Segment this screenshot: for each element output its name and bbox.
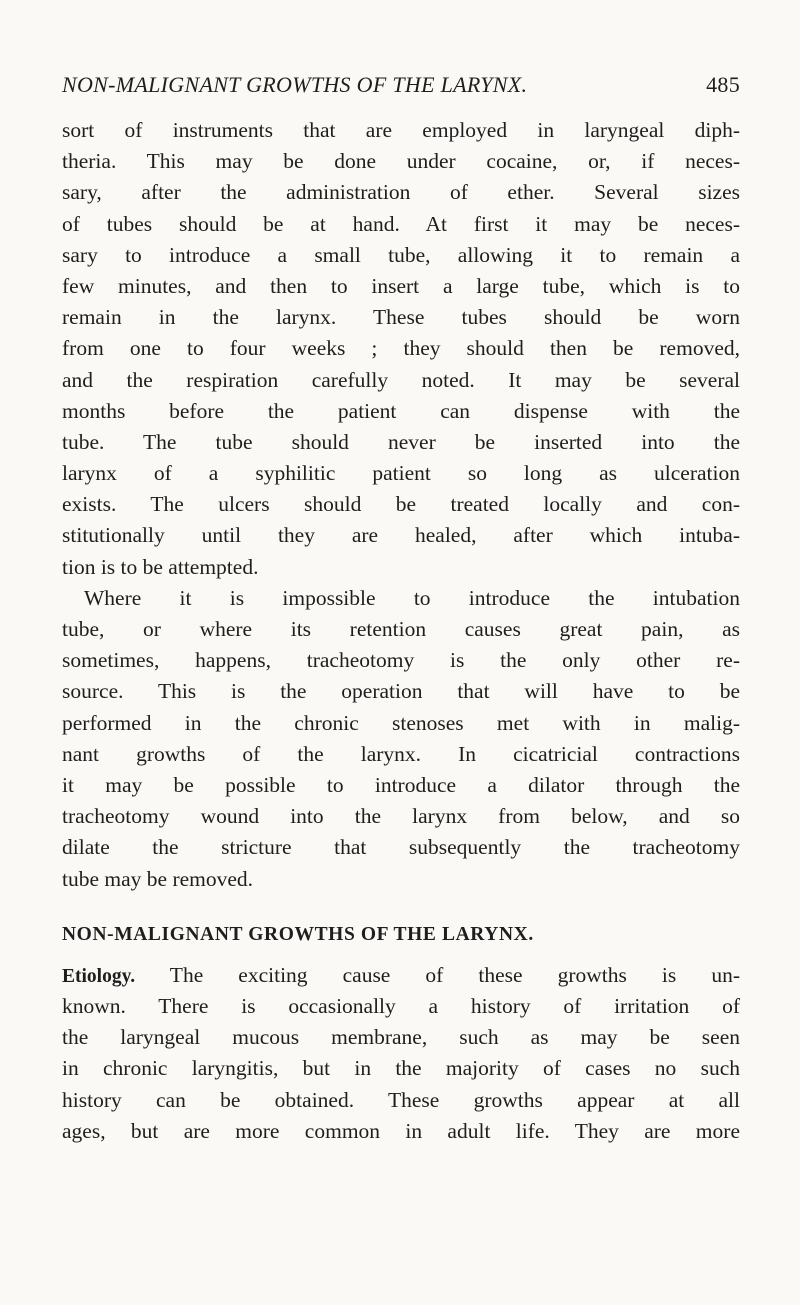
- text-line: in chronic laryngitis, but in the majority of cases no such: [62, 1056, 740, 1081]
- etiology-lead: Etiology.: [62, 965, 136, 987]
- text-line: nant growths of the larynx. In cicatricial contractions: [62, 741, 740, 766]
- text-line: stitutionally until they are healed, after which intuba-: [62, 523, 740, 548]
- text-line: larynx of a syphilitic patient so long as ulceration: [62, 461, 740, 486]
- text-line: months before the patient can dispense with the: [62, 398, 740, 423]
- text-line: sary, after the administration of ether. Several sizes: [62, 180, 740, 205]
- text-line: few minutes, and then to insert a large tube, which is to: [62, 273, 740, 298]
- paragraph-tracheotomy: [62, 583, 740, 895]
- text-line: ages, but are more common in adult life. They are more: [62, 1118, 740, 1143]
- text-line: from one to four weeks ; they should then be removed,: [62, 336, 740, 361]
- etiology-first-line: The exciting cause of these growths is un-: [135, 962, 740, 987]
- text-line: Where it is impossible to introduce the intubation: [84, 585, 740, 610]
- text-line: dilate the stricture that subsequently the tracheotomy: [62, 835, 740, 860]
- text-line: sort of instruments that are employed in laryngeal diph-: [62, 118, 740, 142]
- text-line: it may be possible to introduce a dilator through the: [62, 772, 740, 797]
- page-body: [62, 115, 740, 1147]
- text-line: the laryngeal mucous membrane, such as may be seen: [62, 1025, 740, 1050]
- text-line: history can be obtained. These growths appear at all: [62, 1087, 740, 1112]
- running-title: NON-MALIGNANT GROWTHS OF THE LARYNX.: [62, 72, 528, 97]
- text-line: theria. This may be done under cocaine, or, if neces-: [62, 149, 740, 174]
- text-line: tube may be removed.: [62, 866, 254, 891]
- paragraph-intubation: [62, 115, 740, 583]
- text-line: of tubes should be at hand. At first it may be neces-: [62, 211, 740, 236]
- section-heading: NON-MALIGNANT GROWTHS OF THE LARYNX.: [62, 923, 534, 945]
- text-line: exists. The ulcers should be treated locally and con-: [62, 492, 740, 517]
- paragraph-etiology: [62, 960, 740, 1147]
- text-line: performed in the chronic stenoses met with in malig-: [62, 710, 740, 735]
- text-line: source. This is the operation that will have to be: [62, 679, 740, 704]
- text-line: tracheotomy wound into the larynx from below, and so: [62, 804, 740, 829]
- running-header: [62, 72, 740, 104]
- text-line: tube, or where its retention causes great pain, as: [62, 617, 740, 641]
- text-line: tion is to be attempted.: [62, 554, 259, 579]
- text-line: sary to introduce a small tube, allowing it to remain a: [62, 242, 740, 267]
- text-line: tube. The tube should never be inserted into the: [62, 429, 740, 454]
- text-line: and the respiration carefully noted. It may be several: [62, 367, 740, 392]
- page-number: 485: [706, 72, 740, 97]
- text-line: remain in the larynx. These tubes should be worn: [62, 305, 740, 330]
- text-line: sometimes, happens, tracheotomy is the only other re-: [62, 648, 740, 673]
- text-line: [62, 960, 740, 991]
- text-line: known. There is occasionally a history of irritation of: [62, 994, 740, 1019]
